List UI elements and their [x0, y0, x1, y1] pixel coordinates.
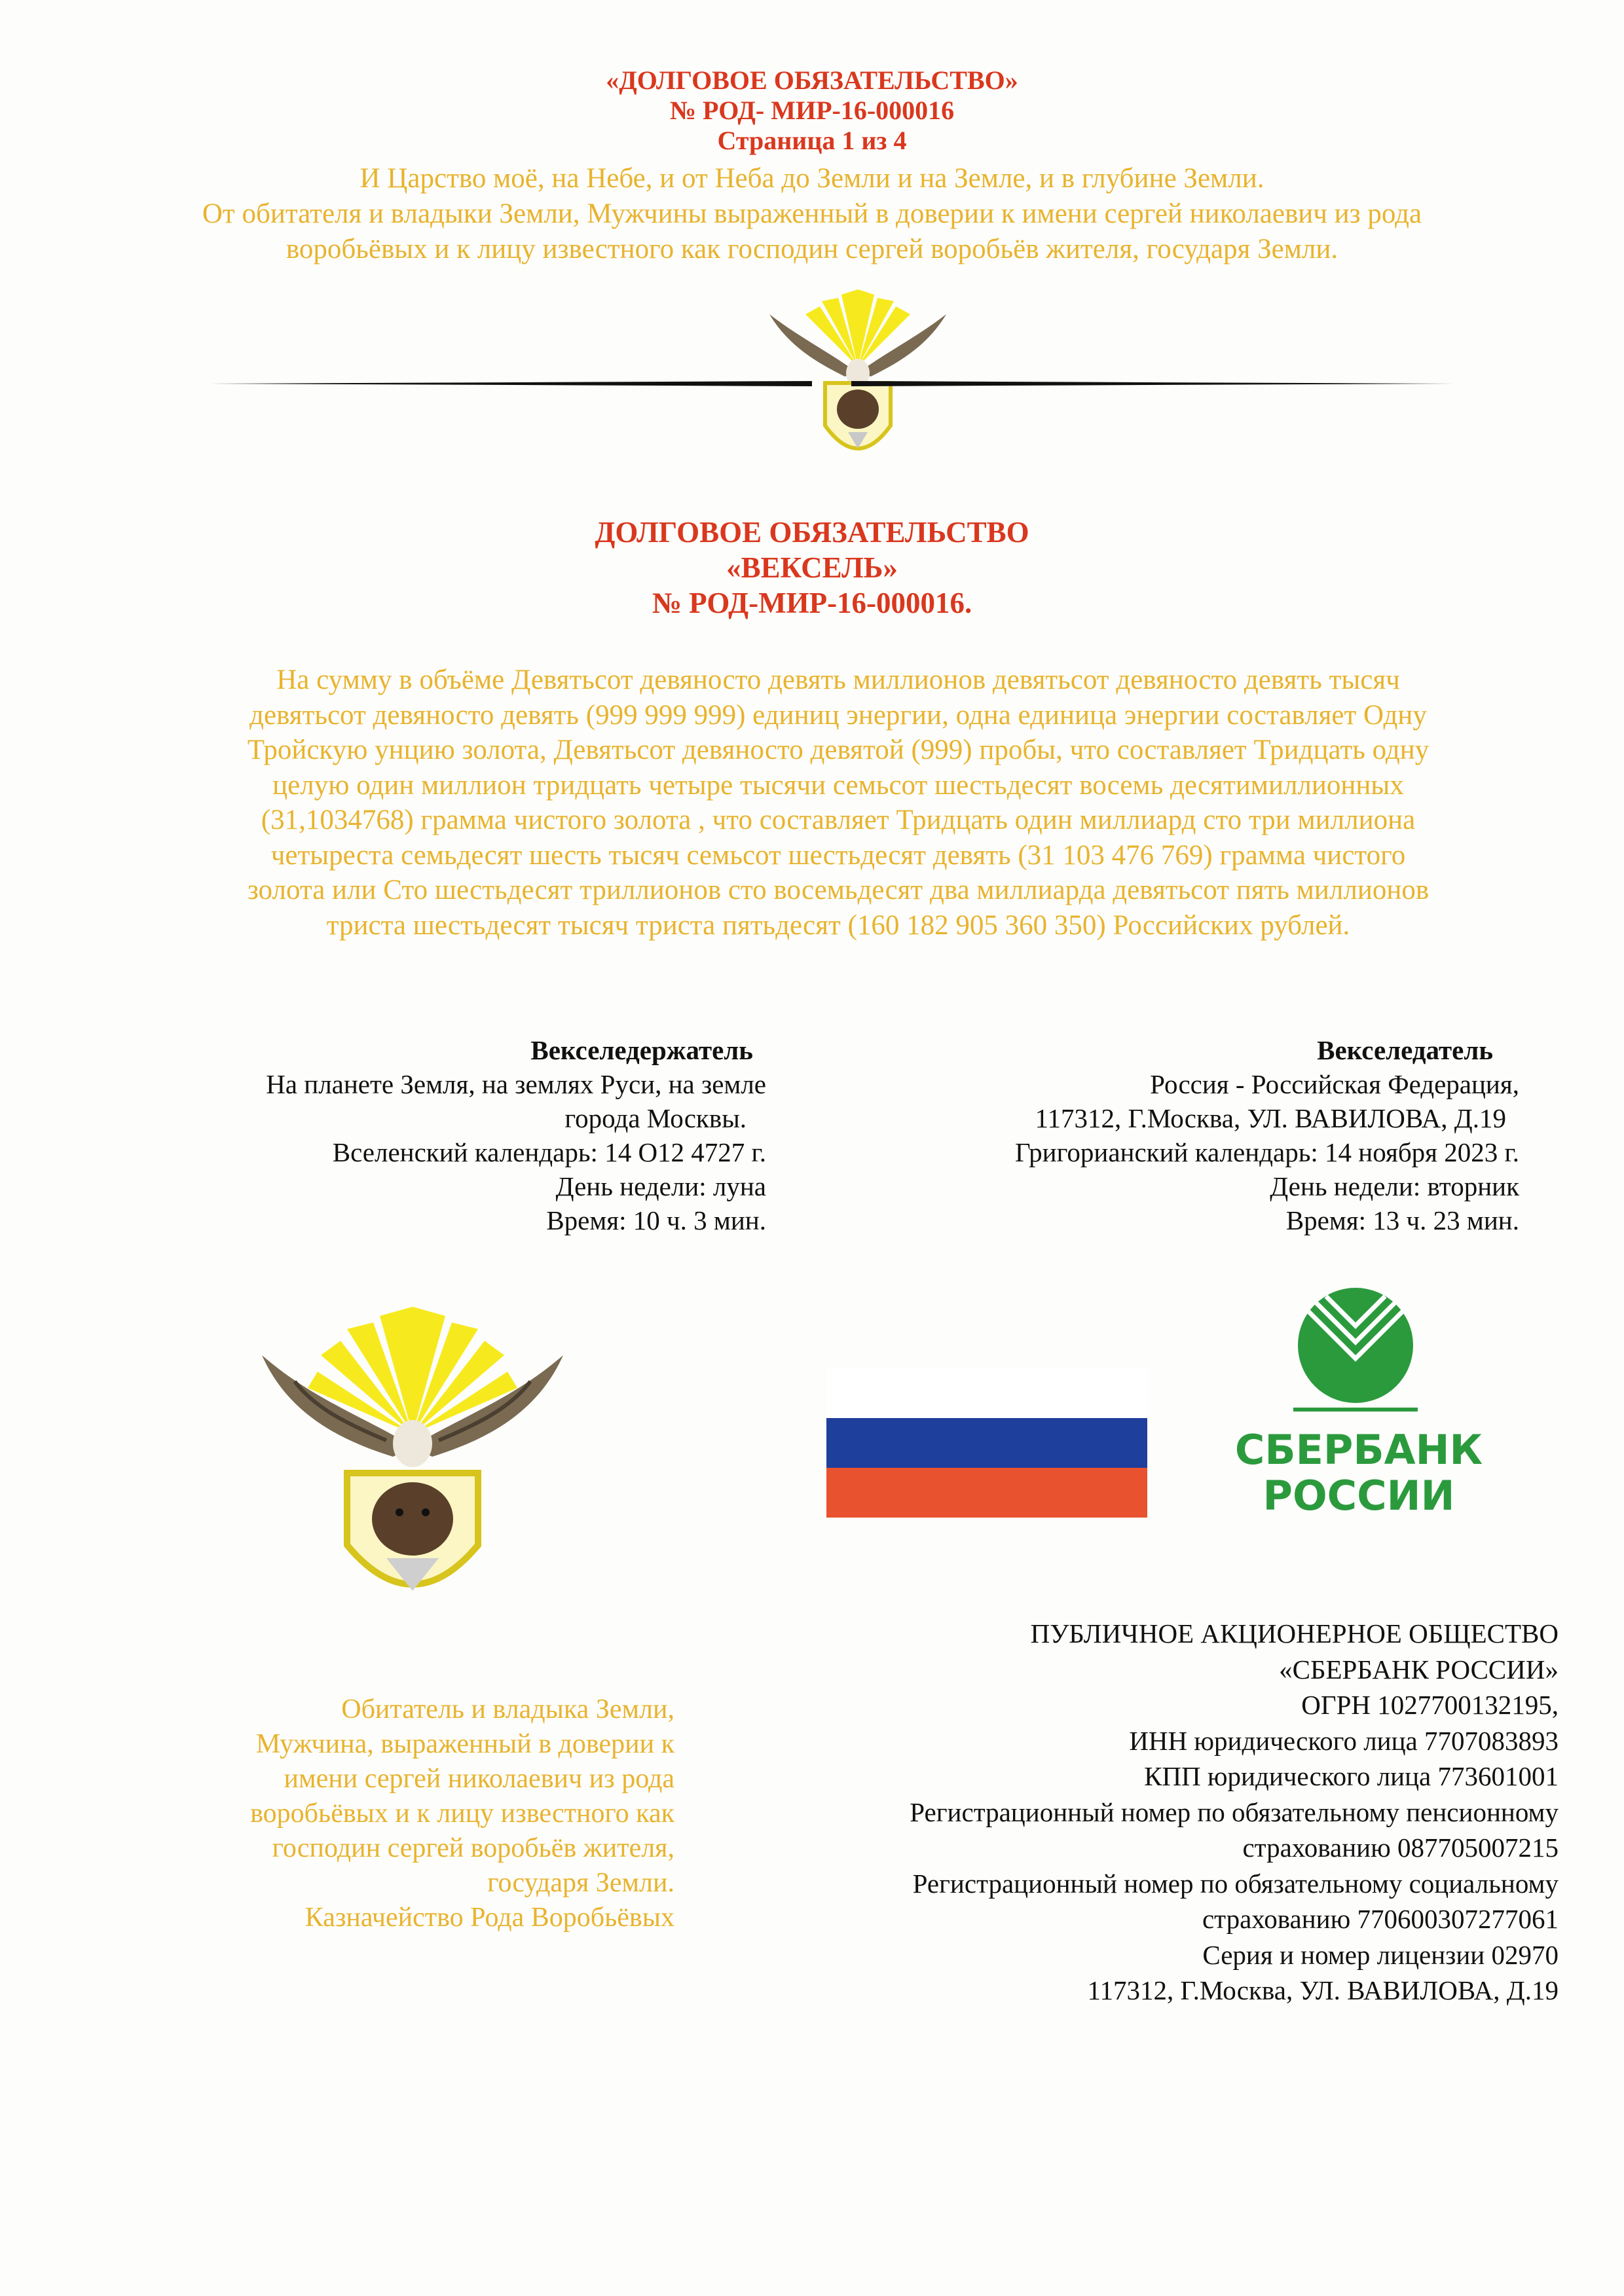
company-line: ИНН юридического лица 7707083893: [1129, 1725, 1559, 1756]
holder-time: Время: 10 ч. 3 мин.: [546, 1205, 766, 1235]
amount-line: целую один миллион тридцать четыре тысячи семьсот шестьдесят восемь десятимиллионных: [272, 769, 1404, 801]
holder-heading: Векселедержатель: [530, 1035, 753, 1065]
sberbank-wordmark-line: СБЕРБАНК: [1234, 1426, 1483, 1474]
header-title: «ДОЛГОВОЕ ОБЯЗАТЕЛЬСТВО»: [606, 65, 1018, 95]
eagle-bear-emblem-icon: [255, 1283, 570, 1624]
company-line: Регистрационный номер по обязательному социальному: [912, 1868, 1559, 1899]
sberbank-wordmark-line: РОССИИ: [1263, 1472, 1455, 1520]
company-line: «СБЕРБАНК РОССИИ»: [1279, 1654, 1559, 1685]
document-header: [0, 65, 1624, 156]
company-line: ОГРН 1027700132195,: [1301, 1690, 1559, 1720]
company-line: КПП юридического лица 773601001: [1144, 1761, 1559, 1791]
signature-line: Обитатель и владыка Земли,: [341, 1694, 674, 1724]
document-title-block: [0, 515, 1624, 621]
amount-line: четыреста семьдесят шесть тысяч семьсот шестьдесят девять (31 103 476 769) грамма чистого: [270, 839, 1406, 871]
flag-stripe-red: [826, 1468, 1147, 1518]
issuer-country: Россия - Российская Федерация,: [1150, 1069, 1519, 1099]
signature-line: господин сергей воробьёв жителя,: [272, 1833, 674, 1863]
issuer-weekday: День недели: вторник: [1270, 1171, 1519, 1201]
signature-line: имени сергей николаевич из рода: [284, 1764, 674, 1794]
signature-line: Мужчина, выраженный в доверии к: [255, 1729, 674, 1759]
company-line: Серия и номер лицензии 02970: [1202, 1939, 1559, 1970]
signature-line: Казначейство Рода Воробьёвых: [304, 1903, 674, 1933]
amount-line: девятьсот девяносто девять (999 999 999) единиц энергии, одна единица энергии составляет Одну: [249, 699, 1427, 731]
amount-paragraph: [138, 663, 1539, 943]
flag-stripe-white: [826, 1368, 1147, 1418]
russian-flag: [826, 1368, 1147, 1518]
holder-calendar: Вселенский календарь: 14 О12 4727 г.: [332, 1137, 766, 1167]
amount-line: триста шестьдесят тысяч триста пятьдесят (160 182 905 360 350) Российских рублей.: [326, 909, 1350, 941]
issuer-time: Время: 13 ч. 23 мин.: [1285, 1205, 1519, 1235]
document-title: ДОЛГОВОЕ ОБЯЗАТЕЛЬСТВО: [595, 516, 1029, 549]
amount-line: Тройскую унцию золота, Девятьсот девяносто девятой (999) пробы, что составляет Тридцать одну: [247, 735, 1430, 765]
header-page: Страница 1 из 4: [717, 126, 907, 155]
sberbank-logo-icon: [1280, 1283, 1431, 1414]
amount-line: (31,1034768) грамма чистого золота , что составляет Тридцать один миллиард сто три миллиона: [261, 805, 1416, 835]
holder-place: На планете Земля, на землях Руси, на земле: [266, 1069, 766, 1099]
issuer-address: 117312, Г.Москва, УЛ. ВАВИЛОВА, Д.19: [1035, 1103, 1506, 1133]
company-line: 117312, Г.Москва, УЛ. ВАВИЛОВА, Д.19: [1087, 1975, 1559, 2005]
company-line: ПУБЛИЧНОЕ АКЦИОНЕРНОЕ ОБЩЕСТВО: [1030, 1618, 1559, 1649]
signature-line: государя Земли.: [487, 1868, 674, 1898]
flag-stripe-blue: [826, 1418, 1147, 1468]
issuer-calendar: Григорианский календарь: 14 ноября 2023 г.: [1015, 1137, 1519, 1167]
sberbank-wordmark: [1205, 1427, 1513, 1519]
signature-line: воробьёвых и к лицу известного как: [250, 1798, 674, 1829]
amount-line: На сумму в объёме Девятьсот девяносто девять миллионов девятьсот девяносто девять тысяч: [276, 665, 1400, 695]
document-subtitle: «ВЕКСЕЛЬ»: [726, 551, 898, 584]
document-number: № РОД-МИР-16-000016.: [652, 587, 972, 619]
intro-text: [79, 161, 1545, 267]
holder-signature-block: [151, 1692, 674, 1935]
issuer-heading: Векселедатель: [1317, 1035, 1493, 1065]
intro-line: И Царство моё, на Небе, и от Неба до Земли и на Земле, и в глубине Земли.: [360, 163, 1264, 194]
amount-line: золота или Сто шестьдесят триллионов сто восемьдесят два миллиарда девятьсот пять миллионов: [247, 875, 1430, 905]
bill-holder-block: [98, 1033, 766, 1237]
intro-line: От обитателя и владыки Земли, Мужчины выраженный в доверии к имени сергей николаевич из рода: [202, 198, 1422, 229]
company-line: страхованию 087705007215: [1242, 1832, 1559, 1863]
eagle-bear-emblem-icon: [760, 275, 956, 471]
decorative-divider: [210, 376, 1454, 392]
header-number: № РОД- МИР-16-000016: [669, 96, 955, 125]
intro-line: воробьёвых и к лицу известного как господин сергей воробьёв жителя, государя Земли.: [286, 234, 1338, 264]
holder-weekday: День недели: луна: [555, 1171, 766, 1201]
company-details-block: [740, 1616, 1559, 2009]
bill-issuer-block: [825, 1033, 1519, 1237]
company-line: Регистрационный номер по обязательному пенсионному: [910, 1796, 1559, 1827]
holder-place: города Москвы.: [564, 1103, 747, 1133]
company-line: страхованию 770600307277061: [1202, 1904, 1559, 1934]
